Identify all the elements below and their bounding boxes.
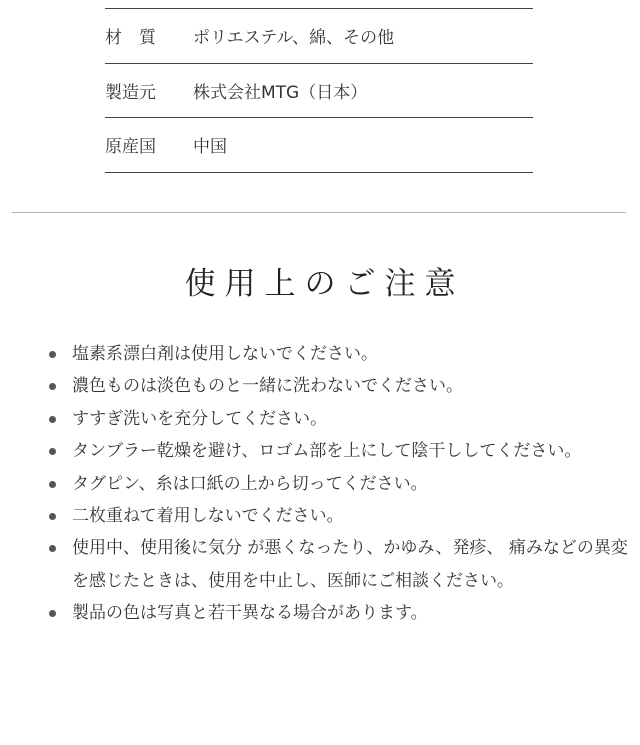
spec-value: ポリエステル、綿、その他	[193, 28, 395, 49]
bullet-icon	[49, 383, 56, 390]
spec-value: 中国	[193, 137, 227, 158]
note-text: タンブラー乾燥を避け、ロゴム部を上にして陰干ししてください。	[72, 441, 582, 462]
bullet-icon	[49, 416, 56, 423]
list-item	[46, 597, 632, 629]
list-item	[46, 435, 632, 467]
bullet-icon	[49, 481, 56, 488]
list-item	[46, 532, 632, 597]
note-text: 濃色ものは淡色ものと一緒に洗わないでください。	[72, 376, 463, 397]
spec-value: 株式会社MTG（日本）	[193, 82, 368, 103]
bullet-icon	[49, 513, 56, 520]
list-item	[46, 370, 632, 402]
spec-row-manufacturer	[105, 64, 533, 119]
spec-row-origin	[105, 118, 533, 173]
list-item	[46, 468, 632, 500]
note-text: 二枚重ねて着用しないでください。	[72, 506, 344, 527]
list-item	[46, 500, 632, 532]
list-item	[46, 403, 632, 435]
notes-list	[46, 338, 632, 630]
note-text: 製品の色は写真と若干異なる場合があります。	[72, 603, 428, 624]
bullet-icon	[49, 610, 56, 617]
spec-row-material	[105, 9, 533, 64]
list-item	[46, 338, 632, 370]
notes-title: 使用上のご注意	[184, 266, 465, 302]
note-text: すすぎ洗いを充分してください。	[72, 408, 328, 429]
bullet-icon	[49, 448, 56, 455]
section-divider	[12, 212, 626, 213]
spec-table	[105, 8, 533, 173]
bullet-icon	[49, 351, 56, 358]
spec-key: 材 質	[105, 28, 156, 49]
bullet-icon	[49, 545, 56, 552]
spec-key: 原産国	[105, 137, 156, 158]
note-text: 使用中、使用後に気分 が悪くなったり、かゆみ、発疹、 痛みなどの異変を感じたときは、使用を中止し、医師にご相談ください。	[72, 538, 628, 591]
note-text: 塩素系漂白剤は使用しないでください。	[72, 344, 378, 364]
note-text: タグピン、糸は口紙の上から切ってください。	[72, 473, 428, 494]
spec-key: 製造元	[105, 82, 156, 103]
